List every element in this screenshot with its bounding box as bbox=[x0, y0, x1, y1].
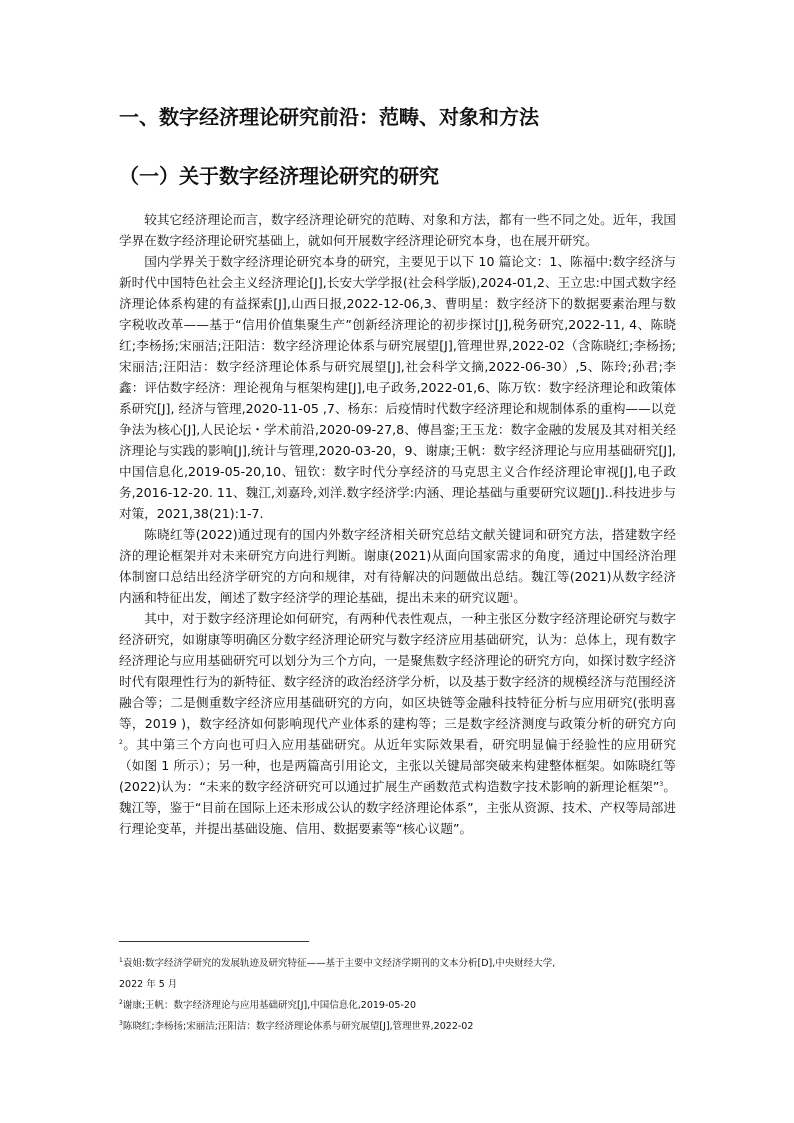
footnote-item bbox=[119, 953, 679, 974]
footnote-number: 3 bbox=[119, 1019, 123, 1027]
footnote-text: 谢康;王帆：数字经济理论与应用基础研究[J],中国信息化,2019-05-20 bbox=[122, 1000, 416, 1011]
subsection-heading: （一）关于数字经济理论研究的研究 bbox=[119, 164, 439, 188]
paragraph-text-tail: 。 bbox=[513, 590, 526, 605]
section-heading: 一、数字经济理论研究前沿：范畴、对象和方法 bbox=[119, 105, 539, 129]
footnote-number: 1 bbox=[119, 956, 123, 964]
footnote-text: 2022 年 5 月 bbox=[119, 979, 178, 990]
footnote-item bbox=[119, 974, 679, 995]
paragraph-text: 其中，对于数字经济理论如何研究，有两种代表性观点，一种主张区分数字经济理论研究与数字经济研究，如谢康等明确区分数字经济理论研究与数字经济应用基础研究，认为：总体上，现有数字经济理论与应用基础研究可以划分为三个方向，一是聚焦数字经济理论的研究方向，如探讨数字经济时代有限理性行为的新特征、数字经济的政治经济学分析，以及基于数字经济的规模经济与范围经济融合等；二是侧重数字经济应用基础研究的方向，如区块链等金融科技特征分析与应用研究(张明喜等，2019 )，数字经济如何影响现代产业体系的建构等；三是数字经济测度与政策分析的研究方向 bbox=[119, 611, 676, 731]
footnote-ref: 1 bbox=[509, 591, 514, 599]
footnote-text: 陈晓红;李杨扬;宋丽洁;汪阳洁：数字经济理论体系与研究展望[J],管理世界,2022-02 bbox=[122, 1021, 474, 1032]
paragraph-intro: 较其它经济理论而言，数字经济理论研究的范畴、对象和方法，都有一些不同之处。近年，我国学界在数字经济理论研究基础上，就如何开展数字经济理论研究本身，也在展开研究。 bbox=[119, 212, 676, 248]
footnote-ref: 3 bbox=[659, 780, 664, 788]
footnote-ref: 2 bbox=[119, 738, 123, 746]
paragraph-literature-summary bbox=[119, 524, 676, 608]
footnote-item bbox=[119, 995, 679, 1016]
paragraph-text: 陈晓红等(2022)通过现有的国内外数字经济相关研究总结文献关键词和研究方法，搭建数字经济的理论框架并对未来研究方向进行判断。谢康(2021)从面向国家需求的角度，通过中国经济治理体制窗口总结出经济学研究的方向和规律，对有待解决的问题做出总结。魏江等(2021)从数字经济内涵和特征出发，阐述了数字经济学的理论基础，提出未来的研究议题 bbox=[119, 527, 676, 605]
paragraph-text-tail: 。魏江等，鉴于“目前在国际上还未形成公认的数字经济理论体系”，主张从资源、技术、产权等局部进行理论变革，并提出基础设施、信用、数据要素等“核心议题”。 bbox=[119, 779, 677, 836]
paragraph-text-tail: 。其中第三个方向也可归入应用基础研究。从近年实际效果看，研究明显偏于经验性的应用研究（如图 1 所示）；另一种，也是两篇高引用论文，主张以关键局部突破来构建整体框架。如陈晓红等(2022)认为：“未来的数字经济研究可以通过扩展生产函数范式构造数字技术影响的新理论框架” bbox=[119, 737, 676, 794]
footnotes bbox=[119, 953, 679, 1037]
footnote-text: 袁姐:数字经济学研究的发展轨迹及研究特征——基于主要中文经济学期刊的文本分析[D],中央财经大学, bbox=[122, 958, 556, 969]
paragraph-viewpoints bbox=[119, 608, 676, 839]
footnote-item bbox=[119, 1016, 679, 1037]
body-text bbox=[119, 209, 676, 839]
footnote-number: 2 bbox=[119, 998, 123, 1006]
footnote-divider bbox=[119, 941, 309, 942]
paragraph-literature-list: 国内学界关于数字经济理论研究本身的研究，主要见于以下 10 篇论文：1、陈福中:数字经济与新时代中国特色社会主义经济理论[J],长安大学学报(社会科学版),2024-01,2、王立忠:中国式数字经济理论体系构建的有益探索[J],山西日报,2022-12-06,3、曹明星：数字经济下的数据要素治理与数字税收改革——基于“信用价值集聚生产”创新经济理论的初步探讨[J],税务研究,2022-11, 4、陈晓红;李杨扬;宋丽洁;汪阳洁：数字经济理论体系与研究展望[J],管理世界,2022-02（含陈晓红;李杨扬;宋丽洁;汪阳洁：数字经济理论体系与研究展望[J],社会科学文摘,2022-06-30）,5、陈玲;孙君;李鑫：评估数字经济：理论视角与框架构建[J],电子政务,2022-01,6、陈万钦：数字经济理论和政策体系研究[J], 经济与管理,2020-11-05 ,7、杨东：后疫情时代数字经济理论和规制体系的重构——以竞争法为核心[J],人民论坛・学术前沿,2020-09-27,8、傅昌銮;王玉龙：数字金融的发展及其对相关经济理论与实践的影响[J],统计与管理,2020-03-20，9、谢康;王帆：数字经济理论与应用基础研究[J],中国信息化,2019-05-20,10、钮钦：数字时代分享经济的马克思主义合作经济理论审视[J],电子政务,2016-12-20. 11、魏江,刘嘉玲,刘洋.数字经济学:内涵、理论基础与重要研究议题[J]..科技进步与对策，2021,38(21):1-7. bbox=[119, 254, 676, 521]
